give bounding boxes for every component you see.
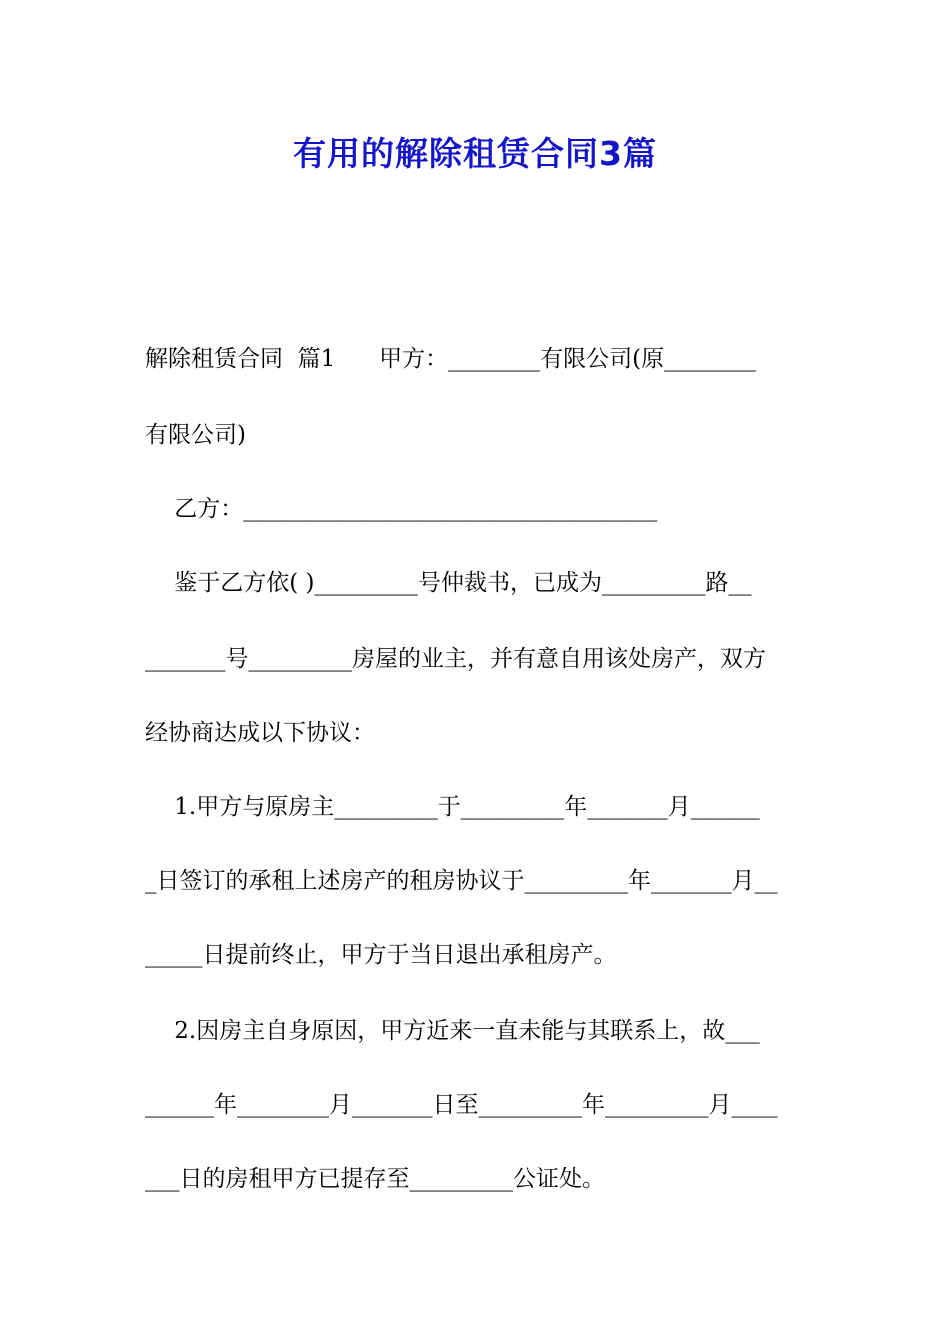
paragraph-line-2: 有限公司) <box>145 422 246 448</box>
paragraph-line-4: 鉴于乙方依( )_________号仲裁书，已成为_________路__ <box>145 570 752 596</box>
paragraph-line-8: _日签订的承租上述房产的租房协议于_________年_______月__ <box>145 868 778 894</box>
paragraph-line-11: ______年________月_______日至_________年_________月____ <box>145 1092 778 1118</box>
paragraph-line-6: 经协商达成以下协议： <box>145 720 375 746</box>
paragraph-line-9: _____日提前终止，甲方于当日退出承租房产。 <box>145 942 617 968</box>
paragraph-line-7: 1.甲方与原房主_________于_________年_______月______ <box>145 794 760 820</box>
paragraph-line-1: 解除租赁合同 篇1 甲方：________有限公司(原________ <box>145 346 757 372</box>
paragraph-line-5: _______号_________房屋的业主，并有意自用该处房产，双方 <box>145 646 766 672</box>
paragraph-line-3: 乙方：____________________________________ <box>145 496 658 522</box>
paragraph-line-12: ___日的房租甲方已提存至_________公证处。 <box>145 1166 605 1192</box>
paragraph-line-10: 2.因房主自身原因，甲方近来一直未能与其联系上，故___ <box>145 1018 760 1044</box>
document-title: 有用的解除租赁合同3篇 <box>293 134 657 173</box>
